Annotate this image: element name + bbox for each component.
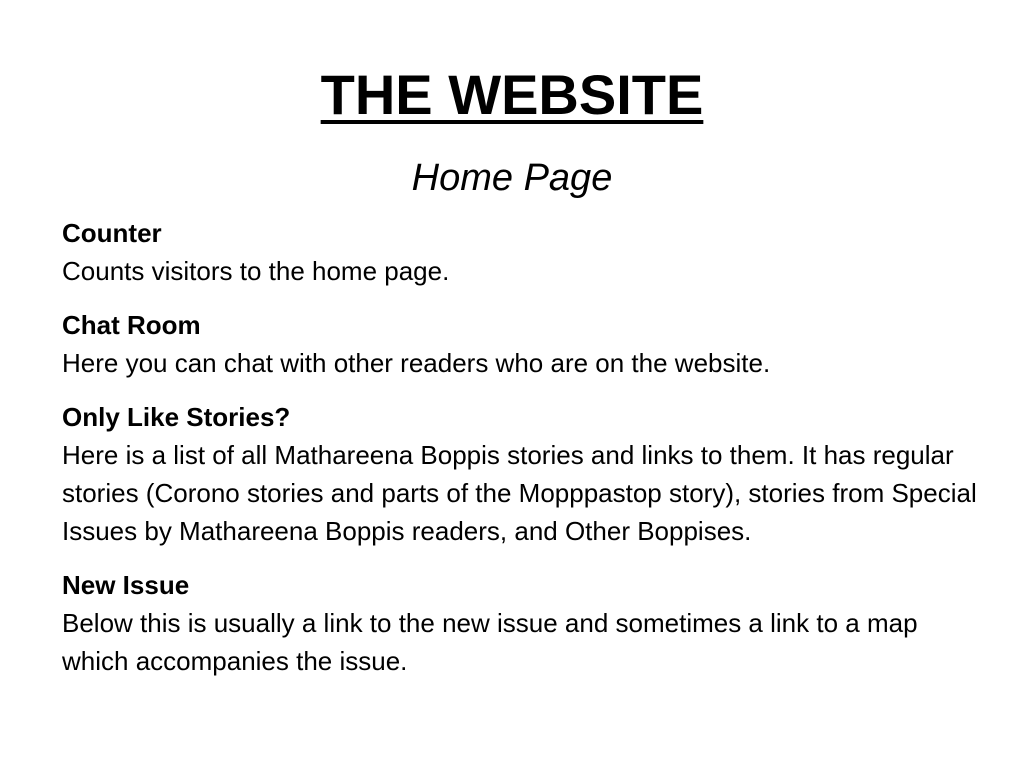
slide-title <box>62 60 984 130</box>
section-body: Here you can chat with other readers who are on the website. <box>62 348 771 378</box>
section-heading: Chat Room <box>62 310 201 340</box>
slide-subtitle: Home Page <box>411 157 613 199</box>
section-body: Below this is usually a link to the new issue and sometimes a link to a map which accompanies the issue. <box>62 608 918 676</box>
section-only-like-stories <box>62 398 984 550</box>
section-body: Counts visitors to the home page. <box>62 256 450 286</box>
section-body: Here is a list of all Mathareena Boppis stories and links to them. It has regular stories (Corono stories and parts of the Mopppastop story), stories from Special Issues by Mathareena Boppis readers, and Other Boppises. <box>62 440 977 546</box>
section-counter <box>62 214 984 290</box>
section-heading: Counter <box>62 218 162 248</box>
section-heading: New Issue <box>62 570 190 600</box>
sections-list <box>62 214 984 680</box>
section-chat-room <box>62 306 984 382</box>
slide-title-text: THE WEBSITE <box>320 63 704 126</box>
section-new-issue <box>62 566 984 680</box>
section-heading: Only Like Stories? <box>62 402 291 432</box>
